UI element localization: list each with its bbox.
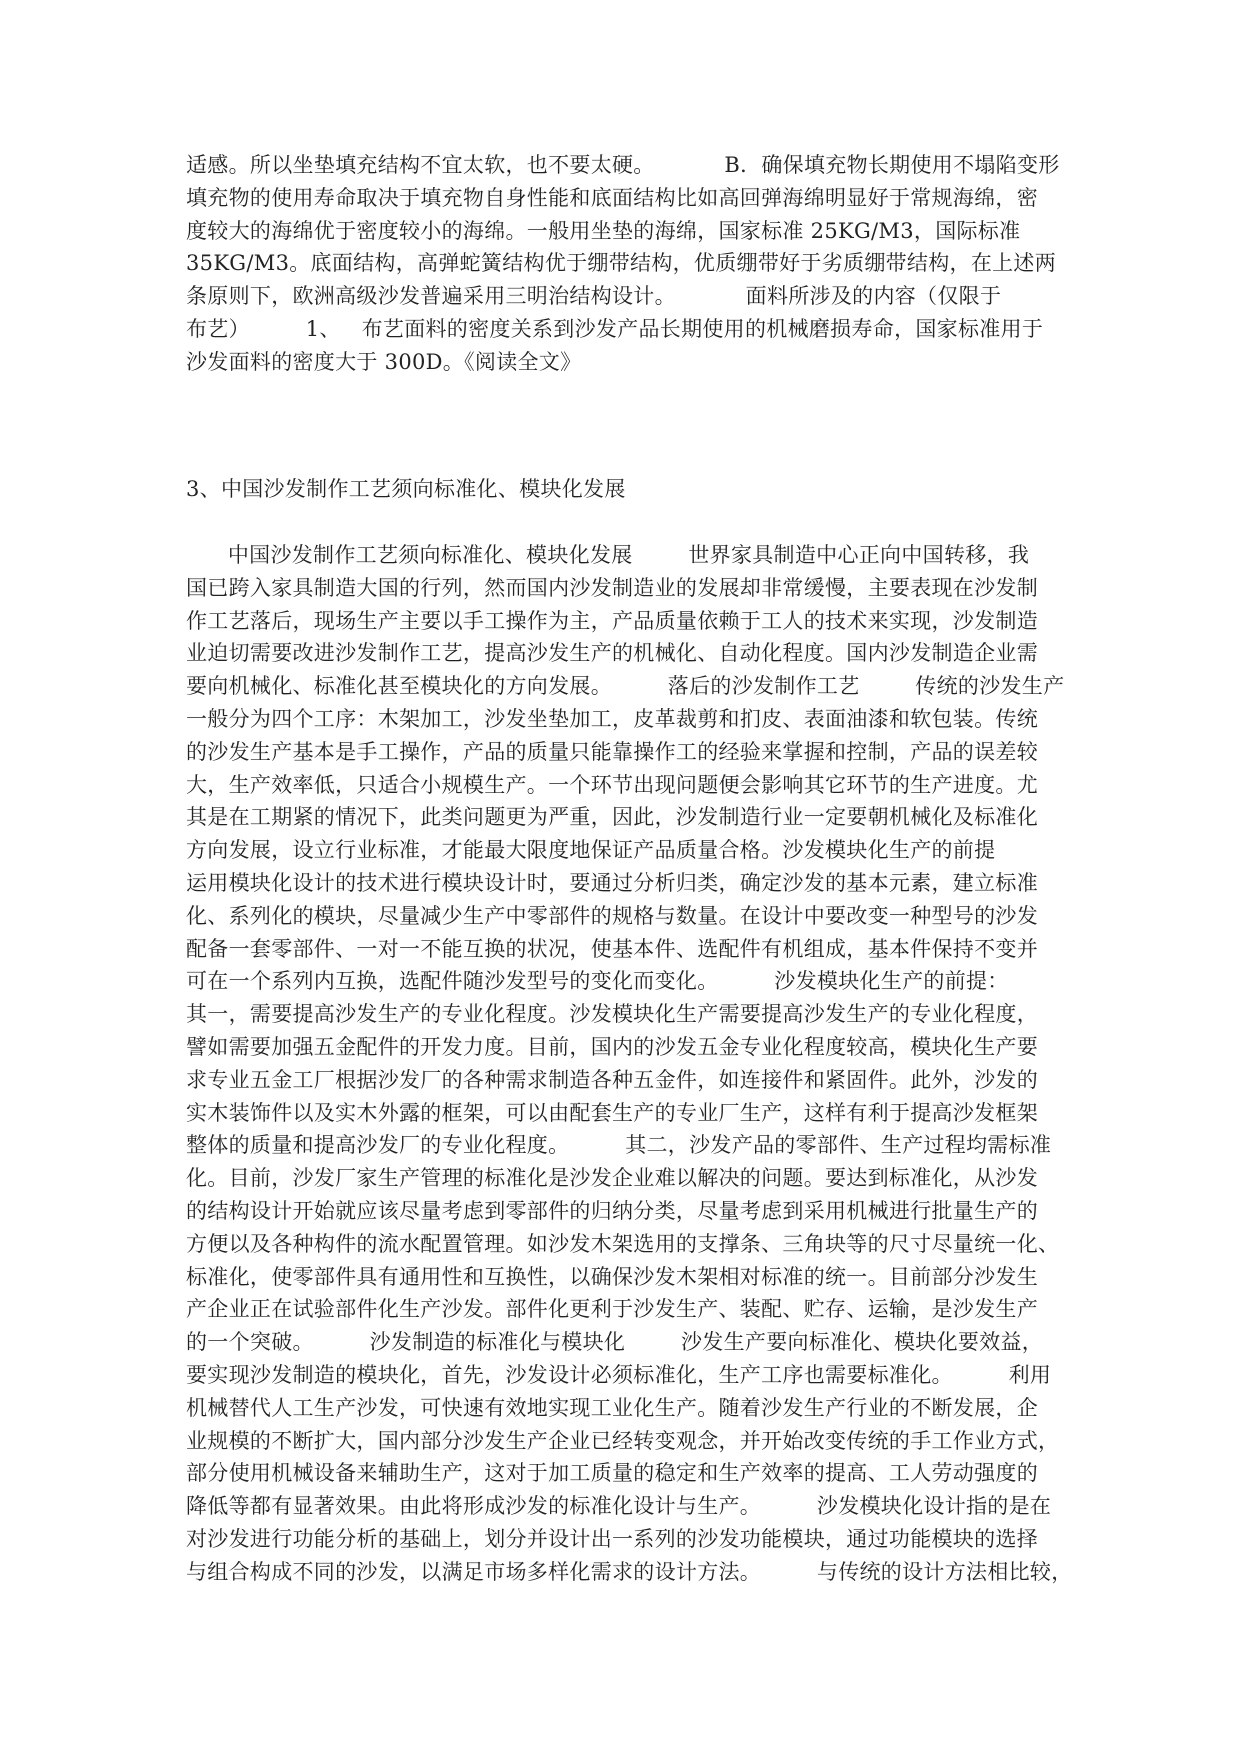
text-line: 的一个突破。 沙发制造的标准化与模块化 沙发生产要向标准化、模块化要效益， (186, 1330, 1044, 1355)
text-line: 方便以及各种构件的流水配置管理。如沙发木架选用的支撑条、三角块等的尺寸尽量统一化、 (186, 1231, 1060, 1256)
text-line: 一般分为四个工序：木架加工，沙发坐垫加工，皮革裁剪和扪皮、表面油漆和软包装。传统 (186, 707, 1038, 731)
text-line: 国已跨入家具制造大国的行列，然而国内沙发制造业的发展却非常缓慢，主要表现在沙发制 (186, 575, 1038, 600)
text-line: 中国沙发制作工艺须向标准化、模块化发展 世界家具制造中心正向中国转移，我 (186, 543, 1030, 567)
text-line: 产企业正在试验部件化生产沙发。部件化更利于沙发生产、装配、贮存、运输，是沙发生产 (186, 1297, 1038, 1322)
text-line: 可在一个系列内互换，选配件随沙发型号的变化而变化。 沙发模块化生产的前提： (186, 969, 1009, 994)
text-line: 的沙发生产基本是手工操作，产品的质量只能靠操作工的经验来掌握和控制，产品的误差较 (186, 739, 1038, 764)
text-line: 适感。所以坐垫填充结构不宜太软，也不要太硬。 B．确保填充物长期使用不塌陷变形 (186, 153, 1060, 177)
text-line: 整体的质量和提高沙发厂的专业化程度。 其二，沙发产品的零部件、生产过程均需标准 (186, 1133, 1052, 1158)
text-line: 配备一套零部件、一对一不能互换的状况，使基本件、选配件有机组成，基本件保持不变并 (186, 936, 1038, 961)
text-line: 的结构设计开始就应该尽量考虑到零部件的归纳分类，尽量考虑到采用机械进行批量生产的 (186, 1199, 1038, 1223)
text-line: 对沙发进行功能分析的基础上，划分并设计出一系列的沙发功能模块，通过功能模块的选择 (186, 1527, 1038, 1551)
text-line: 化。目前，沙发厂家生产管理的标准化是沙发企业难以解决的问题。要达到标准化，从沙发 (186, 1166, 1038, 1191)
text-line: 沙发面料的密度大于 300D。《阅读全文》 (186, 349, 582, 374)
text-line: 作工艺落后，现场生产主要以手工操作为主，产品质量依赖于工人的技术来实现，沙发制造 (186, 608, 1038, 633)
text-line: 化、系列化的模块，尽量减少生产中零部件的规格与数量。在设计中要改变一种型号的沙发 (186, 903, 1038, 928)
text-line: 其是在工期紧的情况下，此类问题更为严重，因此，沙发制造行业一定要朝机械化及标准化 (186, 805, 1038, 830)
text-line: 与组合构成不同的沙发，以满足市场多样化需求的设计方法。 与传统的设计方法相比较， (186, 1559, 1073, 1584)
text-line: 度较大的海绵优于密度较小的海绵。一般用坐垫的海绵，国家标准 25KG/M3，国际标准 (186, 218, 1021, 243)
text-line: 降低等都有显著效果。由此将形成沙发的标准化设计与生产。 沙发模块化设计指的是在 (186, 1494, 1052, 1519)
section-heading: 3、中国沙发制作工艺须向标准化、模块化发展 (186, 477, 626, 501)
text-line: 业迫切需要改进沙发制作工艺，提高沙发生产的机械化、自动化程度。国内沙发制造企业需 (186, 641, 1038, 666)
text-line: 标准化，使零部件具有通用性和互换性，以确保沙发木架相对标准的统一。目前部分沙发生 (186, 1264, 1038, 1289)
text-line: 求专业五金工厂根据沙发厂的各种需求制造各种五金件，如连接件和紧固件。此外，沙发的 (186, 1067, 1038, 1092)
text-line: 其一，需要提高沙发生产的专业化程度。沙发模块化生产需要提高沙发生产的专业化程度， (186, 1002, 1038, 1027)
text-line: 35KG/M3。底面结构，高弹蛇簧结构优于绷带结构，优质绷带好于劣质绷带结构，在上述两 (186, 251, 1057, 276)
text-line: 方向发展，设立行业标准，才能最大限度地保证产品质量合格。沙发模块化生产的前提 (186, 838, 996, 863)
text-line: 实木装饰件以及实木外露的框架，可以由配套生产的专业厂生产，这样有利于提高沙发框架 (186, 1100, 1038, 1125)
text-line: 机械替代人工生产沙发，可快速有效地实现工业化生产。随着沙发生产行业的不断发展，企 (186, 1395, 1038, 1420)
text-line: 填充物的使用寿命取决于填充物自身性能和底面结构比如高回弹海绵明显好于常规海绵，密 (186, 185, 1038, 210)
text-line: 譬如需要加强五金配件的开发力度。目前，国内的沙发五金专业化程度较高，模块化生产要 (186, 1035, 1038, 1059)
text-line: 大，生产效率低，只适合小规模生产。一个环节出现问题便会影响其它环节的生产进度。尤 (186, 772, 1038, 797)
text-line: 要向机械化、标准化甚至模块化的方向发展。 落后的沙发制作工艺 传统的沙发生产 (186, 674, 1065, 699)
text-line: 要实现沙发制造的模块化，首先，沙发设计必须标准化，生产工序也需要标准化。 利用 (186, 1363, 1052, 1387)
text-line: 条原则下，欧洲高级沙发普遍采用三明治结构设计。 面料所涉及的内容（仅限于 (186, 284, 1002, 309)
text-line: 业规模的不断扩大，国内部分沙发生产企业已经转变观念，并开始改变传统的手工作业方式， (186, 1428, 1060, 1453)
text-line: 运用模块化设计的技术进行模块设计时，要通过分析归类，确定沙发的基本元素，建立标准 (186, 871, 1038, 895)
text-line: 部分使用机械设备来辅助生产，这对于加工质量的稳定和生产效率的提高、工人劳动强度的 (186, 1461, 1038, 1486)
text-line: 布艺） 1、 布艺面料的密度关系到沙发产品长期使用的机械磨损寿命，国家标准用于 (186, 317, 1044, 341)
